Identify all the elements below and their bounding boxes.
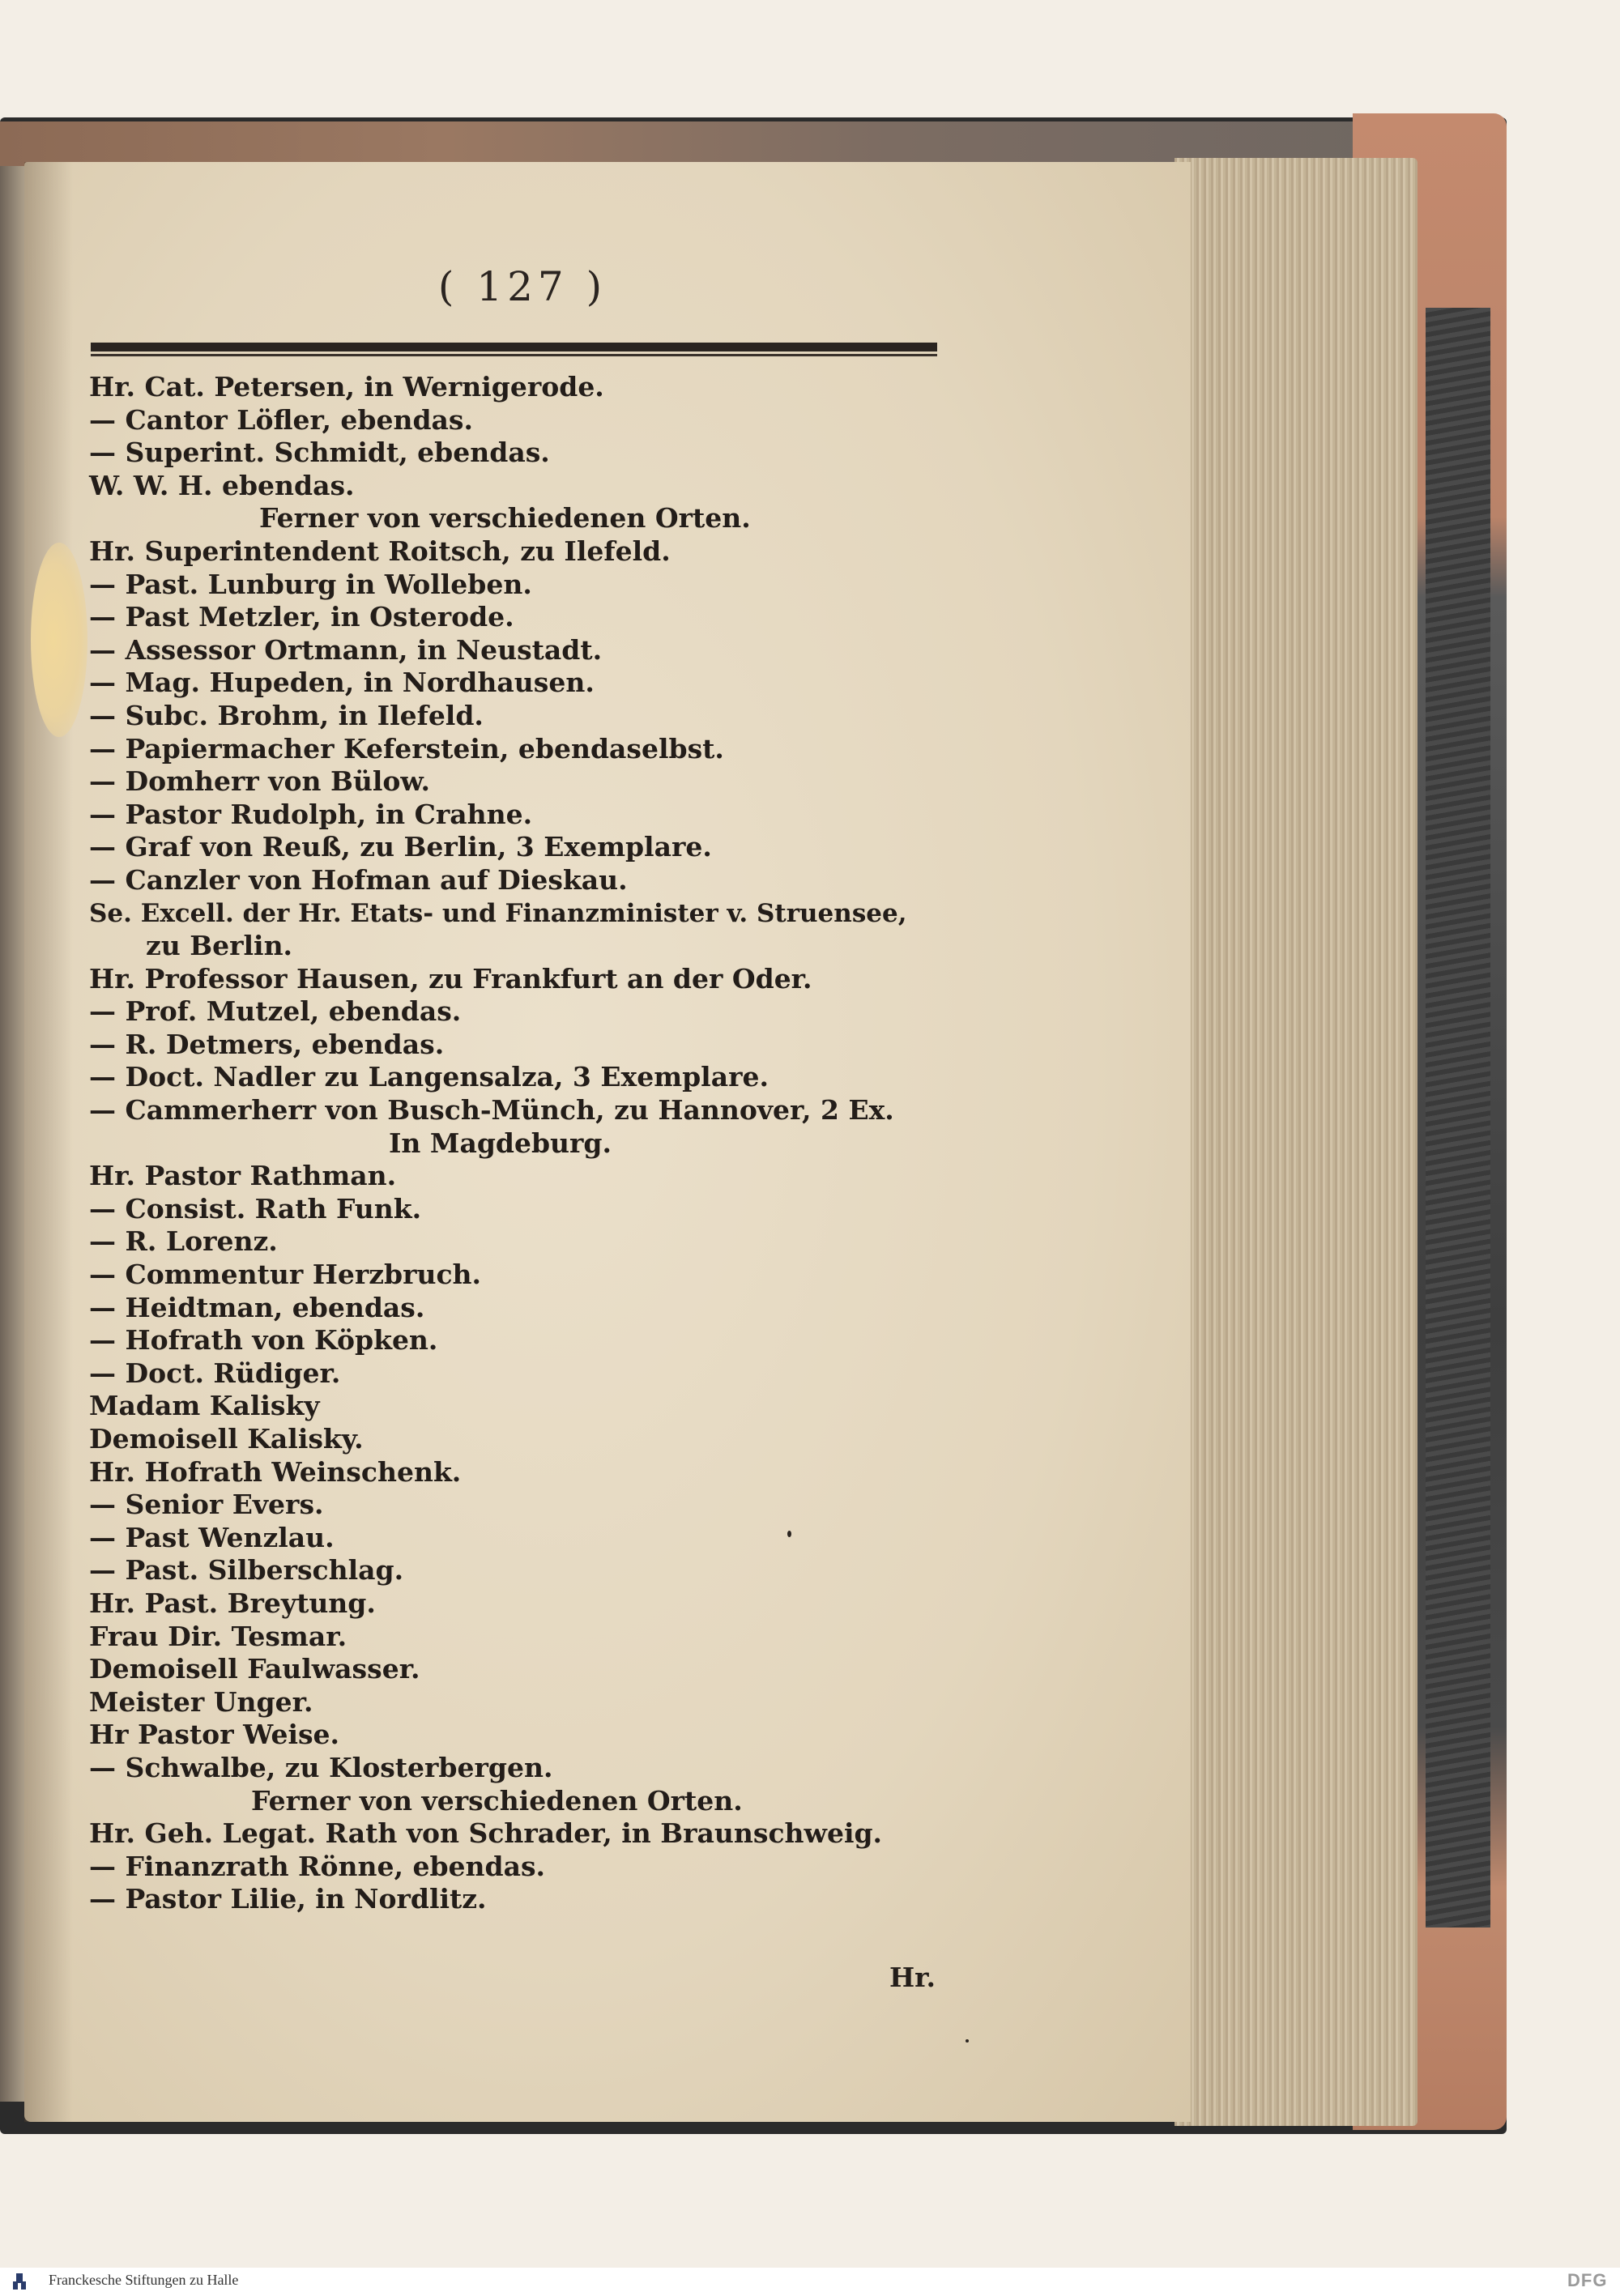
- list-line: Hr. Geh. Legat. Rath von Schrader, in Braunschweig.: [89, 1817, 883, 1850]
- list-line: Madam Kalisky: [89, 1390, 320, 1422]
- list-line: Hr. Cat. Petersen, in Wernigerode.: [89, 371, 604, 403]
- header-rule-thin: [91, 354, 937, 356]
- cover-cloth: [1426, 308, 1490, 1928]
- list-line: — Doct. Nadler zu Langensalza, 3 Exemplare.: [89, 1061, 769, 1093]
- list-line: Demoisell Kalisky.: [89, 1423, 364, 1455]
- list-line: Se. Excell. der Hr. Etats- und Finanzminister v. Struensee,: [89, 898, 907, 928]
- list-line: — Doct. Rüdiger.: [89, 1357, 341, 1389]
- list-line: Meister Unger.: [89, 1685, 313, 1718]
- list-line: — Cantor Löfler, ebendas.: [89, 403, 474, 436]
- page-fore-edge: [1174, 158, 1418, 2126]
- list-line: — Canzler von Hofman auf Dieskau.: [89, 863, 628, 896]
- institution-name: Franckesche Stiftungen zu Halle: [49, 2272, 239, 2288]
- dfg-badge: DFG: [1567, 2270, 1608, 2290]
- page-number: ( 127 ): [437, 263, 608, 310]
- list-line: Hr Pastor Weise.: [89, 1719, 340, 1751]
- list-line: — Past Metzler, in Osterode.: [89, 601, 514, 633]
- list-line: — Domherr von Bülow.: [89, 765, 430, 798]
- list-line: — Heidtman, ebendas.: [89, 1291, 425, 1323]
- list-line: Ferner von verschiedenen Orten.: [251, 1784, 743, 1817]
- catchword: Hr.: [889, 1962, 936, 1993]
- list-line: — Pastor Rudolph, in Crahne.: [89, 798, 533, 830]
- list-line: — Past. Silberschlag.: [89, 1554, 404, 1587]
- gutter-shadow: [24, 162, 73, 2122]
- list-line: In Magdeburg.: [389, 1127, 612, 1159]
- list-line: — Finanzrath Rönne, ebendas.: [89, 1850, 546, 1882]
- list-line: — Graf von Reuß, zu Berlin, 3 Exemplare.: [89, 831, 712, 863]
- header-rule: [91, 343, 937, 351]
- subscriber-list: [89, 371, 948, 1916]
- list-line: Hr. Hofrath Weinschenk.: [89, 1455, 462, 1488]
- list-line: — R. Lorenz.: [89, 1225, 278, 1258]
- list-line: W. W. H. ebendas.: [89, 469, 355, 501]
- list-line: — Past. Lunburg in Wolleben.: [89, 568, 532, 600]
- list-line: Demoisell Faulwasser.: [89, 1653, 420, 1685]
- list-line: — Past Wenzlau.: [89, 1521, 335, 1553]
- list-line: Hr. Past. Breytung.: [89, 1587, 376, 1619]
- list-line: zu Berlin.: [146, 930, 293, 962]
- list-line: — Commentur Herzbruch.: [89, 1259, 482, 1291]
- list-line: Hr. Pastor Rathman.: [89, 1160, 397, 1192]
- ink-speck: [787, 1531, 791, 1537]
- paper-stain: [31, 543, 87, 737]
- list-line: — Hofrath von Köpken.: [89, 1324, 438, 1357]
- footer-bar: [0, 2268, 1620, 2296]
- list-line: — Senior Evers.: [89, 1489, 324, 1521]
- list-line: — Mag. Hupeden, in Nordhausen.: [89, 667, 595, 699]
- list-line: Hr. Professor Hausen, zu Frankfurt an der Oder.: [89, 962, 812, 995]
- list-line: — Schwalbe, zu Klosterbergen.: [89, 1751, 553, 1783]
- list-line: — Subc. Brohm, in Ilefeld.: [89, 699, 484, 731]
- list-line: Ferner von verschiedenen Orten.: [259, 502, 751, 535]
- list-line: Frau Dir. Tesmar.: [89, 1620, 347, 1652]
- list-line: — Pastor Lilie, in Nordlitz.: [89, 1883, 487, 1915]
- ink-speck: [966, 2039, 969, 2043]
- institution-logo: [10, 2272, 29, 2293]
- list-line: — Prof. Mutzel, ebendas.: [89, 995, 462, 1028]
- list-line: — Papiermacher Keferstein, ebendaselbst.: [89, 732, 724, 765]
- list-line: — Consist. Rath Funk.: [89, 1192, 422, 1225]
- list-line: — Assessor Ortmann, in Neustadt.: [89, 633, 603, 666]
- list-line: — R. Detmers, ebendas.: [89, 1028, 445, 1060]
- list-line: Hr. Superintendent Roitsch, zu Ilefeld.: [89, 535, 671, 567]
- list-line: — Cammerherr von Busch-Münch, zu Hannover, 2 Ex.: [89, 1094, 894, 1127]
- list-line: — Superint. Schmidt, ebendas.: [89, 437, 550, 469]
